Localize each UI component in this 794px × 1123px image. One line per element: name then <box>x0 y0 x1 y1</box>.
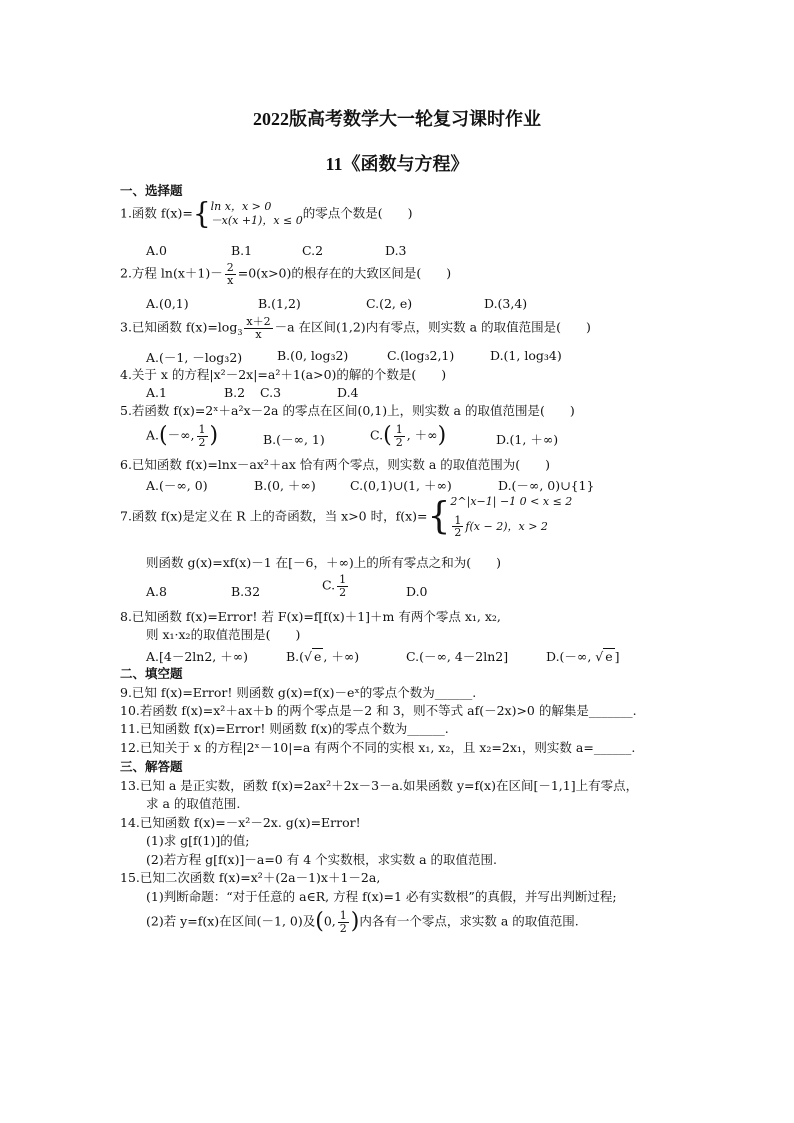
q3-option-a: A.(－1, －log₃2) <box>146 350 243 365</box>
question-11: 11.已知函数 f(x)=Error! 则函数 f(x)的零点个数为______. <box>120 721 449 736</box>
q2-option-a: A.(0,1) <box>146 296 189 311</box>
q7-option-b: B.32 <box>231 584 261 599</box>
question-5: 5.若函数 f(x)=2ˣ＋a²x－2a 的零点在区间(0,1)上，则实数 a 的取值范围是( ) <box>120 403 575 418</box>
q4-option-d: D.4 <box>337 385 359 400</box>
q6-option-c: C.(0,1)∪(1, ＋∞) <box>350 478 452 493</box>
question-14-part2: (2)若方程 g[f(x)]－a=0 有 4 个实数根，求实数 a 的取值范围. <box>146 852 497 867</box>
q1-prefix: 1.函数 f(x)= <box>120 205 193 221</box>
left-brace-icon: { <box>192 196 211 231</box>
question-2 <box>120 262 451 286</box>
left-brace-icon: { <box>427 494 451 538</box>
q6-option-a: A.(－∞, 0) <box>146 478 208 493</box>
q7-cases: 2^|x−1| −1 0 < x ≤ 2 $\frac{1}{2}$ f(x − 2)，x > 2 <box>450 495 573 540</box>
question-3 <box>120 316 591 340</box>
q2-option-c: C.(2, e) <box>366 296 413 311</box>
q4-option-b: B.2 <box>224 385 246 400</box>
page-title: 2022版高考数学大一轮复习课时作业 <box>253 109 541 129</box>
q7-prefix: 7.函数 f(x)是定义在 R 上的奇函数，当 x>0 时，f(x)= <box>120 508 428 524</box>
question-8: 8.已知函数 f(x)=Error! 若 F(x)=f[f(x)＋1]＋m 有两个零点 x₁, x₂, <box>120 609 501 624</box>
question-14-part1: (1)求 g[f(1)]的值; <box>146 833 250 848</box>
q5-option-a: A.(－∞, $\frac{1}{2}$ ) <box>146 423 219 449</box>
q3-suffix: －a 在区间(1,2)内有零点，则实数 a 的取值范围是( ) <box>274 319 591 335</box>
q5-option-d: D.(1, ＋∞) <box>496 432 559 447</box>
q1-option-d: D.3 <box>385 243 407 258</box>
section-heading-fill: 二、填空题 <box>120 666 183 681</box>
q1-option-c: C.2 <box>302 243 324 258</box>
q7-option-d: D.0 <box>406 584 428 599</box>
q4-option-c: C.3 <box>260 385 282 400</box>
question-13: 13.已知 a 是正实数，函数 f(x)=2ax²＋2x－3－a.如果函数 y=f(x)在区间[－1,1]上有零点， <box>120 778 639 793</box>
q6-option-d: D.(－∞, 0)∪{1} <box>498 478 595 493</box>
question-8-line2: 则 x₁·x₂的取值范围是( ) <box>146 627 301 642</box>
question-4: 4.关于 x 的方程|x²－2x|=a²＋1(a>0)的解的个数是( ) <box>120 367 447 382</box>
question-14: 14.已知函数 f(x)=－x²－2x. g(x)=Error! <box>120 815 361 830</box>
q3-option-d: D.(1, log₃4) <box>490 348 562 363</box>
q8-option-b: B.(√ e , ＋∞) <box>286 649 360 664</box>
q5-option-b: B.(－∞, 1) <box>263 432 325 447</box>
q3-fraction: $\frac{x+2}{x}$ <box>246 315 271 341</box>
q1-suffix: 的零点个数是( ) <box>302 205 413 221</box>
question-6: 6.已知函数 f(x)=lnx－ax²＋ax 恰有两个零点，则实数 a 的取值范围为( ) <box>120 457 551 472</box>
question-10: 10.若函数 f(x)=x²＋ax＋b 的两个零点是－2 和 3，则不等式 af(－2x)>0 的解集是_______. <box>120 703 637 718</box>
q2-fraction: $\frac{2}{x}$ <box>226 261 234 287</box>
q1-cases: ln x，x > 0 －x(x +1)，x ≤ 0 <box>210 200 303 227</box>
q3-prefix: 3.已知函数 f(x)=log <box>120 319 238 335</box>
question-7 <box>120 495 572 539</box>
q1-option-b: B.1 <box>231 243 253 258</box>
q4-option-a: A.1 <box>146 385 167 400</box>
question-1 <box>120 196 413 231</box>
q2-prefix: 2.方程 ln(x＋1)－ <box>120 265 223 281</box>
sqrt-icon: √ <box>595 649 604 664</box>
question-9: 9.已知 f(x)=Error! 则函数 g(x)=f(x)－eˣ的零点个数为______. <box>120 685 477 700</box>
q8-option-a: A.[4－2ln2, ＋∞) <box>146 649 249 664</box>
page-subtitle: 11《函数与方程》 <box>325 154 469 174</box>
q7-option-a: A.8 <box>146 584 167 599</box>
q8-option-d: D.(－∞, √ e ] <box>546 649 620 664</box>
question-15-part2: (2)若 y=f(x)在区间(－1, 0)及(0, $\frac{1}{2}$ )内各有一个零点，求实数 a 的取值范围. <box>146 909 579 935</box>
question-7-line2: 则函数 g(x)=xf(x)－1 在[－6，＋∞)上的所有零点之和为( ) <box>146 555 502 570</box>
question-15: 15.已知二次函数 f(x)=x²＋(2a－1)x＋1－2a, <box>120 870 381 885</box>
q2-option-d: D.(3,4) <box>484 296 528 311</box>
q2-option-b: B.(1,2) <box>258 296 301 311</box>
question-13-line2: 求 a 的取值范围. <box>146 796 241 811</box>
q6-option-b: B.(0, ＋∞) <box>254 478 316 493</box>
q8-option-c: C.(－∞, 4－2ln2] <box>406 649 509 664</box>
q2-suffix: =0(x>0)的根存在的大致区间是( ) <box>237 265 452 281</box>
sqrt-icon: √ <box>304 649 313 664</box>
q3-option-c: C.(log₃2,1) <box>387 348 455 363</box>
q3-option-b: B.(0, log₃2) <box>277 348 349 363</box>
q5-option-c: C.( $\frac{1}{2}$ , ＋∞) <box>370 423 447 449</box>
q7-option-c: C. $\frac{1}{2}$ <box>322 573 347 599</box>
q1-option-a: A.0 <box>146 243 167 258</box>
question-15-part1: (1)判断命题：“对于任意的 a∈R, 方程 f(x)=1 必有实数根”的真假，并写出判断过程; <box>146 889 617 904</box>
section-heading-choice: 一、选择题 <box>120 183 183 198</box>
q3-log-base: 3 <box>237 328 243 338</box>
question-12: 12.已知关于 x 的方程|2ˣ－10|=a 有两个不同的实根 x₁, x₂，且 x₂=2x₁，则实数 a=______. <box>120 740 636 755</box>
section-heading-solve: 三、解答题 <box>120 759 183 774</box>
